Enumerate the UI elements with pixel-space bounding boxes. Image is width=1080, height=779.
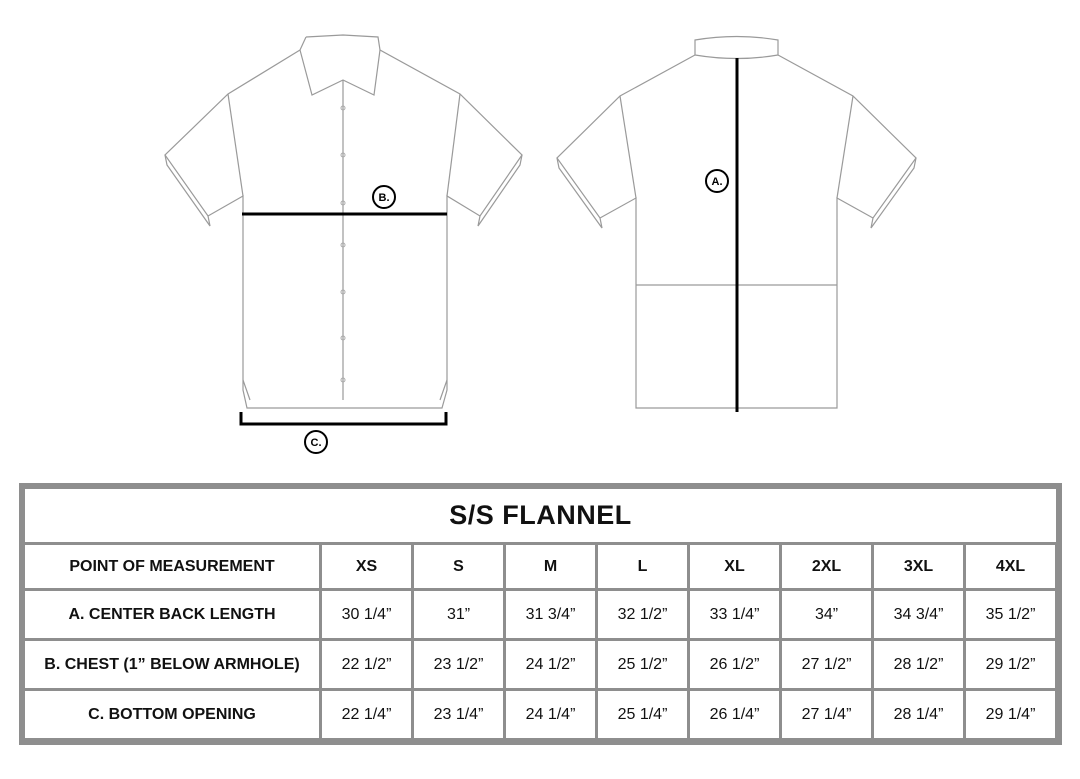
table-row bbox=[25, 691, 1056, 738]
header-size: S bbox=[414, 545, 503, 588]
table-cell: 28 1/4” bbox=[874, 691, 963, 738]
header-size: XL bbox=[690, 545, 779, 588]
header-size: 3XL bbox=[874, 545, 963, 588]
table-cell: 27 1/4” bbox=[782, 691, 871, 738]
table-cell: 30 1/4” bbox=[322, 591, 411, 638]
table-cell: 35 1/2” bbox=[966, 591, 1055, 638]
table-cell: 24 1/2” bbox=[506, 641, 595, 688]
row-label: B. CHEST (1” BELOW ARMHOLE) bbox=[25, 641, 319, 688]
header-size: XS bbox=[322, 545, 411, 588]
table-header-row bbox=[25, 545, 1056, 588]
table-cell: 29 1/2” bbox=[966, 641, 1055, 688]
table-row bbox=[25, 591, 1056, 638]
marker-c-label: C. bbox=[310, 437, 322, 449]
table-cell: 31” bbox=[414, 591, 503, 638]
table-cell: 25 1/4” bbox=[598, 691, 687, 738]
marker-a-label: A. bbox=[711, 176, 723, 188]
size-chart-table bbox=[19, 483, 1062, 745]
marker-b-label: B. bbox=[378, 192, 390, 204]
table-cell: 24 1/4” bbox=[506, 691, 595, 738]
shirt-front-sketch bbox=[165, 35, 522, 408]
table-cell: 25 1/2” bbox=[598, 641, 687, 688]
table-cell: 34 3/4” bbox=[874, 591, 963, 638]
table-cell: 34” bbox=[782, 591, 871, 638]
row-label: A. CENTER BACK LENGTH bbox=[25, 591, 319, 638]
table-cell: 32 1/2” bbox=[598, 591, 687, 638]
table-row bbox=[25, 641, 1056, 688]
table-cell: 26 1/4” bbox=[690, 691, 779, 738]
table-cell: 29 1/4” bbox=[966, 691, 1055, 738]
table-cell: 23 1/4” bbox=[414, 691, 503, 738]
table-cell: 23 1/2” bbox=[414, 641, 503, 688]
header-size: 2XL bbox=[782, 545, 871, 588]
row-label: C. BOTTOM OPENING bbox=[25, 691, 319, 738]
bottom-opening-bracket bbox=[241, 412, 446, 424]
header-point-of-measurement: POINT OF MEASUREMENT bbox=[25, 545, 319, 588]
table-cell: 22 1/4” bbox=[322, 691, 411, 738]
table-cell: 33 1/4” bbox=[690, 591, 779, 638]
table-cell: 27 1/2” bbox=[782, 641, 871, 688]
header-size: M bbox=[506, 545, 595, 588]
table-cell: 28 1/2” bbox=[874, 641, 963, 688]
table-cell: 31 3/4” bbox=[506, 591, 595, 638]
table-cell: 22 1/2” bbox=[322, 641, 411, 688]
table-title: S/S FLANNEL bbox=[25, 489, 1056, 542]
header-size: L bbox=[598, 545, 687, 588]
header-size: 4XL bbox=[966, 545, 1055, 588]
table-cell: 26 1/2” bbox=[690, 641, 779, 688]
